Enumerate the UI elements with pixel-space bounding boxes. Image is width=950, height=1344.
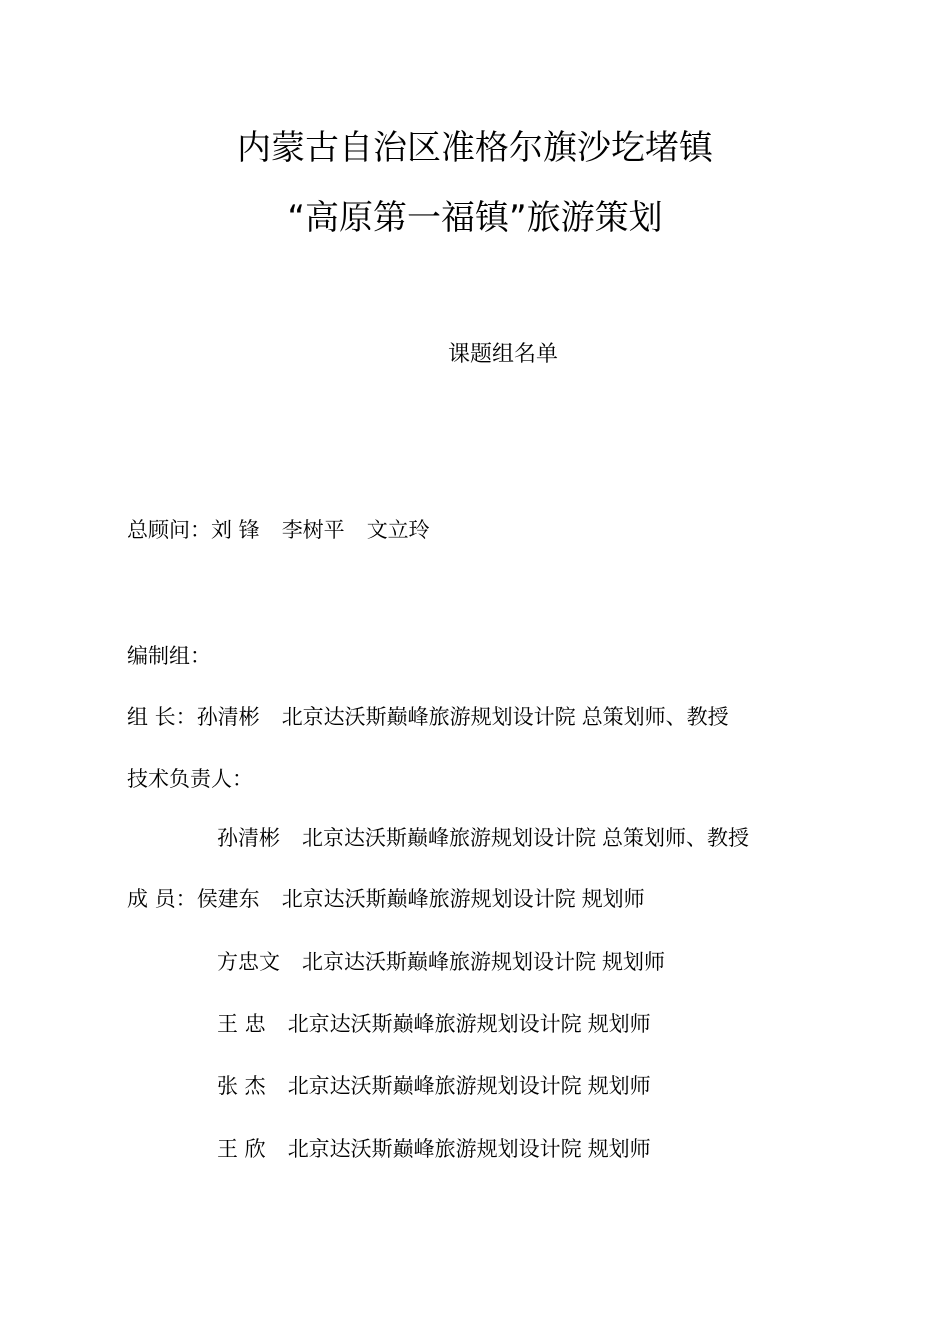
document-title-line-1: 内蒙古自治区准格尔旗沙圪堵镇 [237, 128, 713, 168]
advisor-name: 李树平 [281, 518, 345, 542]
leader-org: 北京达沃斯巅峰旅游规划设计院 [281, 705, 576, 729]
member-org: 北京达沃斯巅峰旅游规划设计院 [287, 1074, 582, 1098]
member-name: 王 欣 [217, 1137, 266, 1161]
member-role: 规划师 [581, 887, 645, 911]
leader-label: 组 长： [127, 705, 197, 729]
leader-row [127, 703, 729, 731]
document-title-line-2: “高原第一福镇”旅游策划 [287, 198, 663, 238]
member-name: 侯建东 [196, 887, 260, 911]
leader-role: 总策划师、教授 [581, 705, 729, 729]
section-subtitle: 课题组名单 [448, 342, 559, 367]
member-name: 方忠文 [217, 950, 280, 974]
tech-lead-name: 孙清彬 [217, 826, 280, 850]
member-row [217, 948, 665, 976]
member-org: 北京达沃斯巅峰旅游规划设计院 [287, 1012, 582, 1036]
compile-group-label: 编制组： [127, 644, 211, 668]
advisors-label: 总顾问： [127, 518, 211, 542]
member-org: 北京达沃斯巅峰旅游规划设计院 [302, 950, 596, 974]
tech-lead-org: 北京达沃斯巅峰旅游规划设计院 [302, 826, 596, 850]
advisor-name: 刘 锋 [211, 518, 260, 542]
member-org: 北京达沃斯巅峰旅游规划设计院 [281, 887, 576, 911]
leader-name: 孙清彬 [196, 705, 260, 729]
member-role: 规划师 [587, 1074, 651, 1098]
advisor-name: 文立玲 [366, 518, 430, 542]
tech-lead-role: 总策划师、教授 [602, 826, 749, 850]
member-role: 规划师 [587, 1137, 651, 1161]
tech-lead-row [217, 824, 749, 852]
member-role: 规划师 [587, 1012, 651, 1036]
member-org: 北京达沃斯巅峰旅游规划设计院 [287, 1137, 582, 1161]
tech-lead-label: 技术负责人： [127, 767, 253, 791]
member-row [217, 1072, 651, 1100]
member-row [217, 1010, 651, 1038]
members-label: 成 员： [127, 887, 197, 911]
member-role: 规划师 [602, 950, 665, 974]
member-row [217, 1135, 651, 1163]
member-name: 王 忠 [217, 1012, 266, 1036]
member-name: 张 杰 [217, 1074, 266, 1098]
advisors-row [127, 516, 430, 544]
member-row [127, 885, 645, 913]
